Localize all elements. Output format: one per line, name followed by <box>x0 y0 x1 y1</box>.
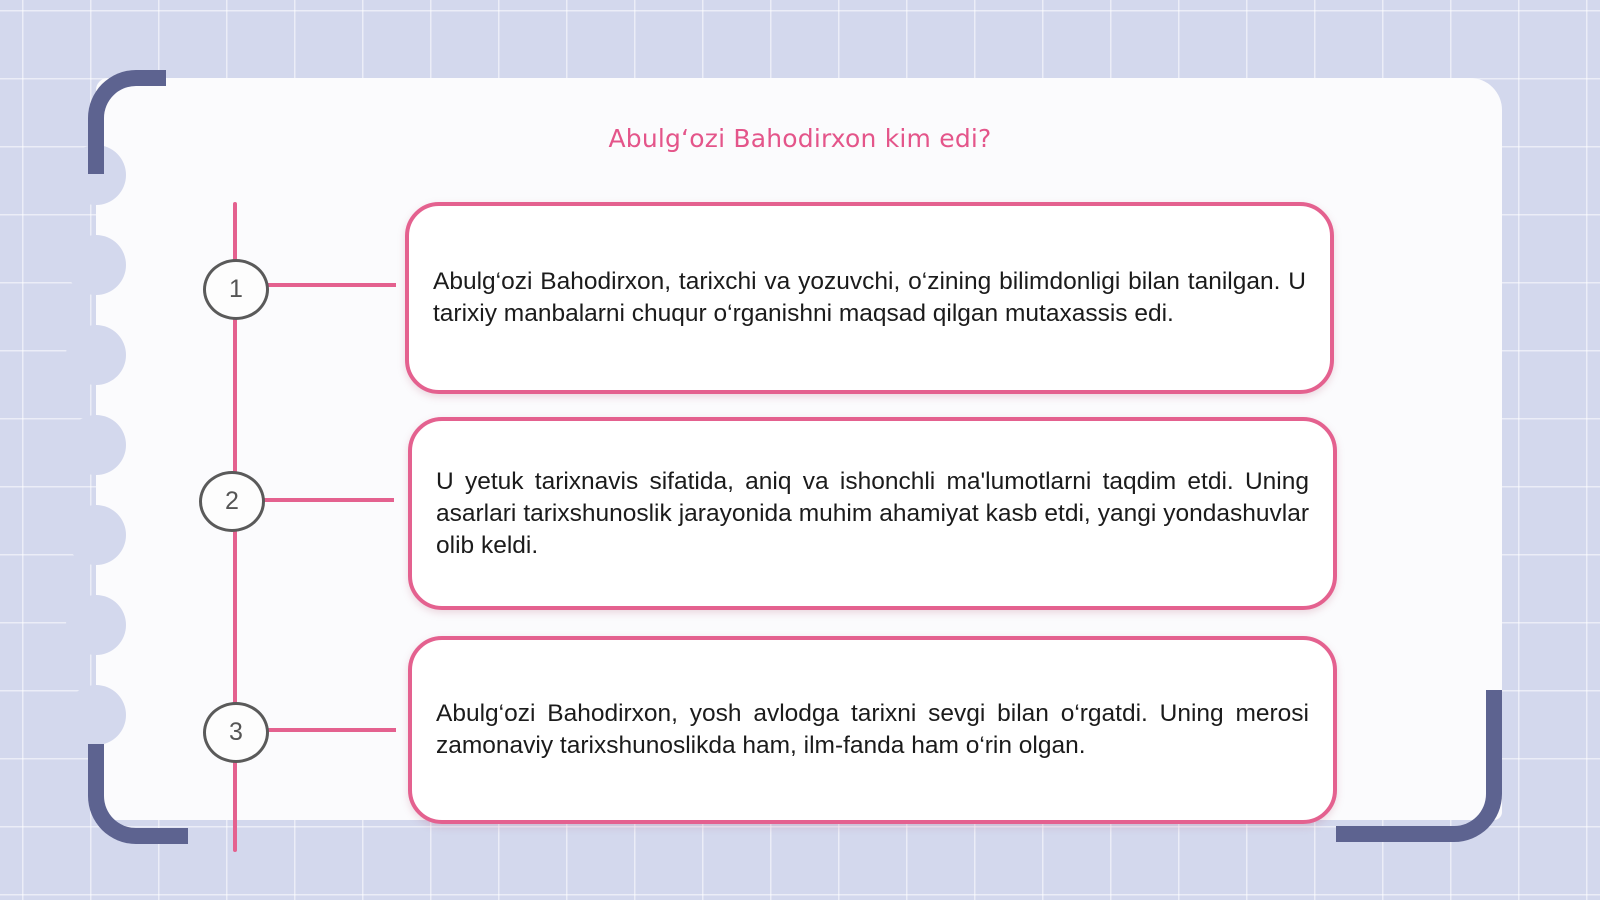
step-number-1: 1 <box>203 259 269 320</box>
corner-bracket-bottom-right <box>1336 690 1502 842</box>
corner-bracket-bottom-left <box>88 744 188 844</box>
info-card-text: Abulg‘ozi Bahodirxon, yosh avlodga tarixni sevgi bilan o‘rgatdi. Uning merosi zamonaviy tarixshunoslikda ham, ilm-fanda ham o‘rin olgan. <box>436 700 1309 759</box>
info-card-text: U yetuk tarixnavis sifatida, aniq va ishonchli ma'lumotlarni taqdim etdi. Uning asarlari tarixshunoslik jarayonida muhim ahamiyat kasb etdi, yangi yondashuvlar olib keldi. <box>436 467 1309 559</box>
page-title: Abulgʻozi Bahodirxon kim edi? <box>608 124 992 153</box>
sheet-edge-scallop <box>66 685 126 745</box>
step-number-2: 2 <box>199 471 265 532</box>
timeline-connector-1 <box>268 283 396 287</box>
sheet-edge-scallop <box>66 415 126 475</box>
step-number-3: 3 <box>203 702 269 763</box>
info-card-1 <box>405 202 1334 394</box>
sheet-edge-scallop <box>66 235 126 295</box>
info-card-2 <box>408 417 1337 610</box>
sheet-edge-scallop <box>66 325 126 385</box>
sheet-edge-scallop <box>66 595 126 655</box>
timeline-connector-2 <box>264 498 394 502</box>
corner-bracket-top-left <box>88 70 166 174</box>
timeline-connector-3 <box>268 728 396 732</box>
info-card-3 <box>408 636 1337 824</box>
info-card-text: Abulg‘ozi Bahodirxon, tarixchi va yozuvchi, o‘zining bilimdonligi bilan tanilgan. U tarixiy manbalarni chuqur o‘rganishni maqsad qilgan mutaxassis edi. <box>433 268 1306 327</box>
sheet-edge-scallop <box>66 505 126 565</box>
